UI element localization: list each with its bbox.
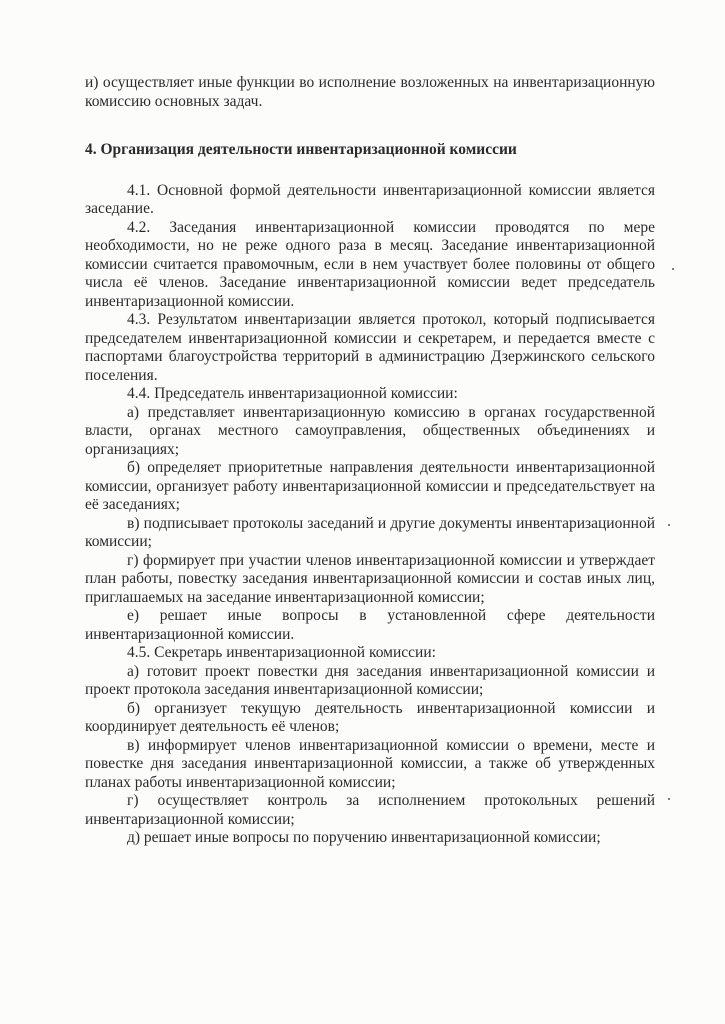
paragraph-4-4-g: г) формирует при участии членов инвентаризационной комиссии и утверждает план работы, повестку заседания инвентаризационной комиссии и состав иных лиц, приглашаемых на заседание инвентаризационной комиссии; (85, 551, 655, 606)
paragraph-4-5-d: д) решает иные вопросы по поручению инвентаризационной комиссии; (127, 829, 601, 846)
paragraph-4-2: 4.2. Заседания инвентаризационной комиссии проводятся по мере необходимости, но не реже одного раза в месяц. Заседание инвентаризационной комиссии считается правомочным, если в нем участвует более половины от общего числа её членов. Заседание инвентаризационной комиссии ведет председатель инвентаризационной комиссии. (85, 218, 655, 310)
paragraph-4-4-v: в) подписывает протоколы заседаний и другие документы инвентаризационной комиссии; (85, 514, 655, 550)
paragraph-4-1: 4.1. Основной формой деятельности инвентаризационной комиссии является заседание. (85, 181, 655, 217)
paragraph-4-3: 4.3. Результатом инвентаризации является протокол, который подписывается председателем инвентаризационной комиссии и секретарем, и передается вместе с паспортами благоустройства территорий в администрацию Дзержинского сельского поселения. (85, 311, 655, 384)
paragraph-4-5-a: а) готовит проект повестки дня заседания инвентаризационной комиссии и проект протокола заседания инвентаризационной комиссии; (85, 662, 655, 698)
paragraph-4-5: 4.5. Секретарь инвентаризационной комиссии: (127, 644, 436, 661)
paragraph-4-4-e: е) решает иные вопросы в установленной сфере деятельности инвентаризационной комиссии. (85, 607, 655, 643)
section-heading: 4. Организация деятельности инвентаризационной комиссии (85, 141, 517, 158)
paragraph-4-4-b: б) определяет приоритетные направления деятельности инвентаризационной комиссии, организует работу инвентаризационной комиссии и председательствует на её заседаниях; (85, 459, 655, 513)
paragraph-4-5-v: в) информирует членов инвентаризационной комиссии о времени, месте и повестке дня заседания инвентаризационной комиссии, а также об утвержденных планах работы инвентаризационной комиссии; (85, 736, 655, 791)
paragraph-4-5-b: б) организует текущую деятельность инвентаризационной комиссии и координирует деятельность её членов; (85, 699, 655, 735)
scan-speck (668, 798, 670, 800)
paragraph-4-4-a: а) представляет инвентаризационную комиссию в органах государственной власти, органах местного самоуправления, общественных объединениях и организациях; (85, 403, 655, 458)
scan-speck (672, 268, 674, 270)
scan-speck (668, 524, 670, 526)
intro-paragraph: и) осуществляет иные функции во исполнение возложенных на инвентаризационную комиссию основных задач. (85, 74, 655, 110)
paragraph-4-4: 4.4. Председатель инвентаризационной комиссии: (127, 385, 458, 402)
document-page (85, 74, 655, 848)
paragraph-4-5-g: г) осуществляет контроль за исполнением протокольных решений инвентаризационной комиссии; (85, 792, 655, 828)
